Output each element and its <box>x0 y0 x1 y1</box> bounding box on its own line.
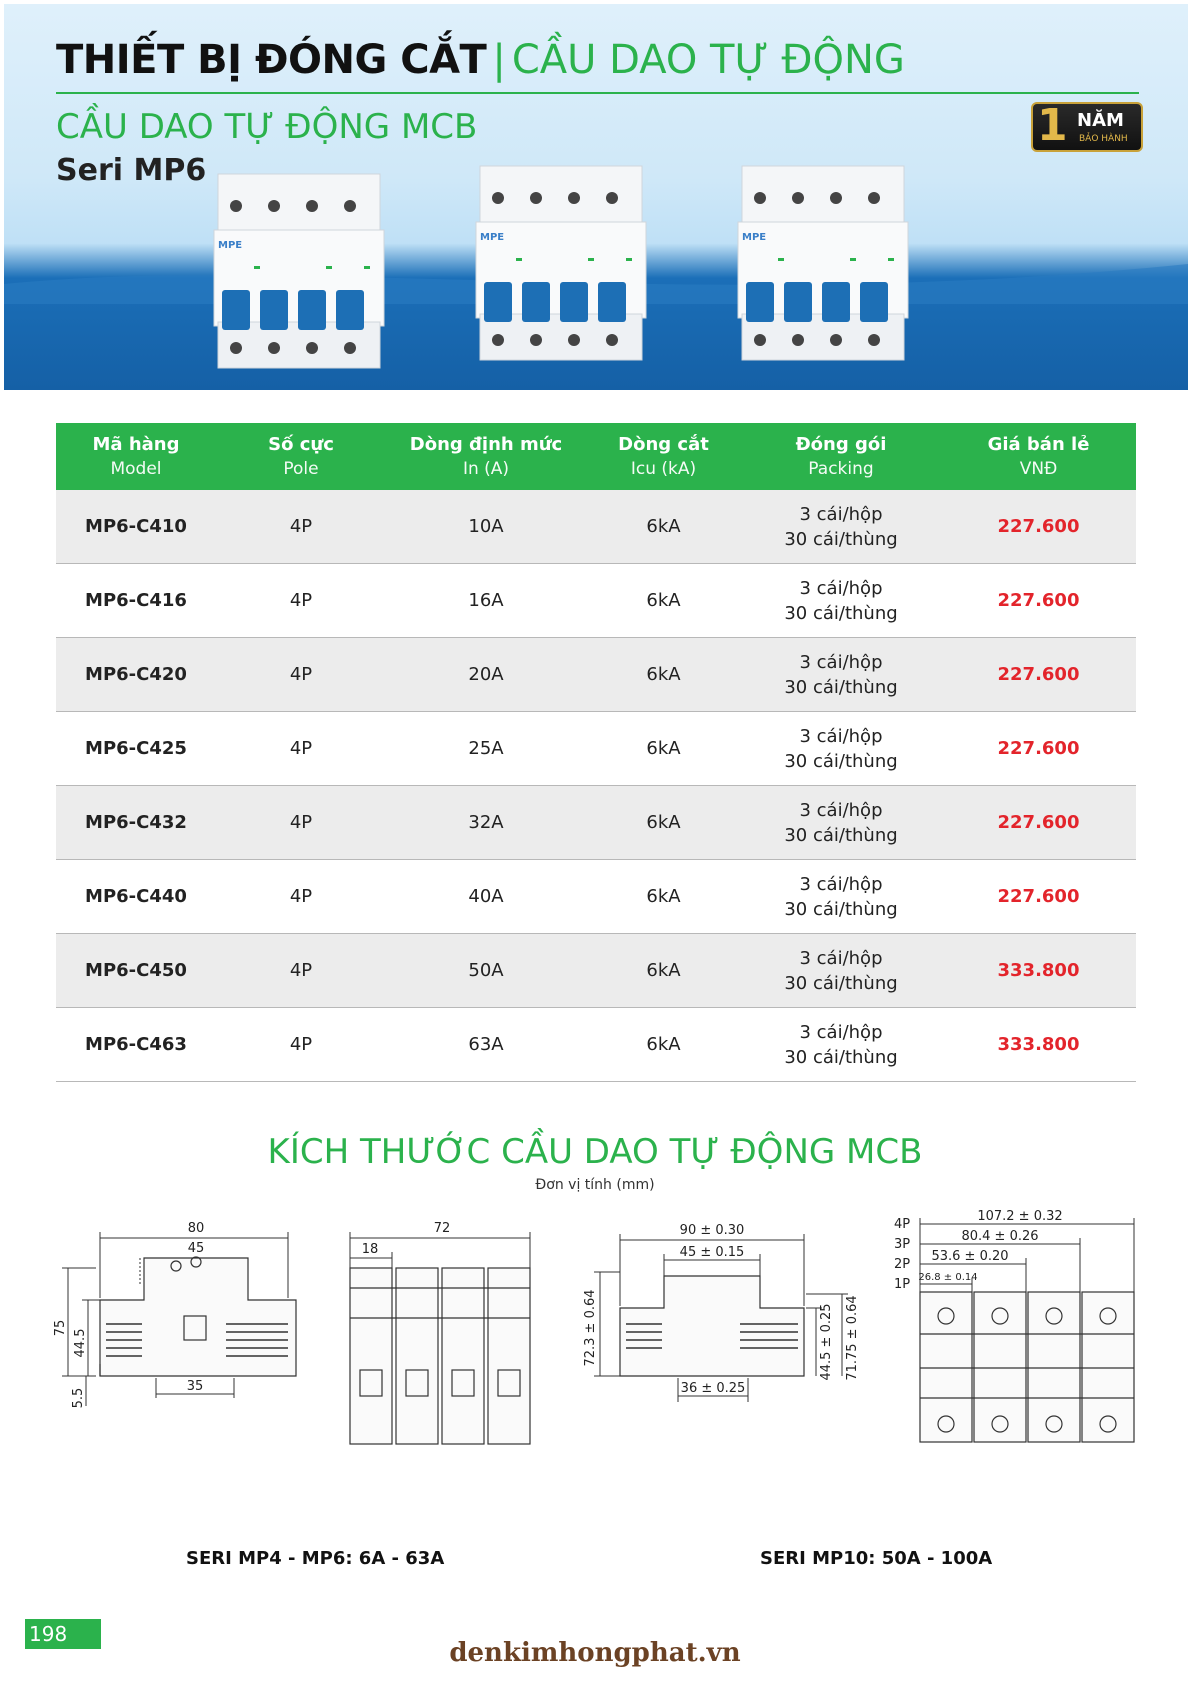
table-header <box>56 423 1136 490</box>
mp4-side-width-total: 80 <box>187 1221 205 1236</box>
mp10-side-width-total: 90 ± 0.30 <box>679 1223 745 1238</box>
col-price: Giá bán lẻ VNĐ <box>987 433 1090 479</box>
packing-carton: 30 cái/thùng <box>784 602 898 624</box>
cell-rated-current: 25A <box>468 738 504 759</box>
cell-rated-current: 16A <box>468 590 504 611</box>
cell-rated-current: 40A <box>468 886 504 907</box>
cell-breaking-capacity: 6kA <box>646 812 681 833</box>
mp10-front-pole-3p: 3P <box>894 1237 911 1252</box>
warranty-unit: NĂM <box>1077 110 1124 131</box>
packing-carton: 30 cái/thùng <box>784 528 898 550</box>
dimensions-title: KÍCH THƯỚC CẦU DAO TỰ ĐỘNG MCB <box>267 1132 923 1172</box>
warranty-number: 1 <box>1037 100 1068 151</box>
mp10-side-drawing <box>580 1198 870 1518</box>
table-row <box>56 638 1136 712</box>
packing-carton: 30 cái/thùng <box>784 898 898 920</box>
section-subtitle: CẦU DAO TỰ ĐỘNG MCB <box>56 107 478 147</box>
mp4-front-width-total: 72 <box>433 1221 451 1236</box>
table-row <box>56 786 1136 860</box>
mp10-front-drawing <box>888 1198 1138 1518</box>
cell-breaking-capacity: 6kA <box>646 664 681 685</box>
table-row <box>56 1008 1136 1082</box>
cell-price: 227.600 <box>997 738 1080 759</box>
mp10-side-height-total: 72.3 ± 0.64 <box>583 1289 598 1367</box>
mp4-side-drawing <box>53 1198 326 1518</box>
mp10-front-width-4p: 107.2 ± 0.32 <box>977 1209 1063 1224</box>
cell-packing <box>741 860 941 933</box>
cell-rated-current: 50A <box>468 960 504 981</box>
mp10-front-pole-4p: 4P <box>894 1217 911 1232</box>
packing-carton: 30 cái/thùng <box>784 972 898 994</box>
title-separator: | <box>492 37 506 83</box>
mp10-side-height-inner: 44.5 ± 0.25 <box>819 1303 834 1381</box>
dimensions-unit: Đơn vị tính (mm) <box>535 1177 655 1193</box>
cell-price: 227.600 <box>997 664 1080 685</box>
mp10-front-width-2p: 53.6 ± 0.20 <box>931 1249 1009 1264</box>
title-product: CẦU DAO TỰ ĐỘNG <box>511 37 905 83</box>
mp10-side-height-right: 71.75 ± 0.64 <box>845 1295 860 1381</box>
table-row <box>56 490 1136 564</box>
cell-model: MP6-C420 <box>85 664 187 685</box>
cell-model: MP6-C463 <box>85 1034 187 1055</box>
cell-packing <box>741 786 941 859</box>
mp10-front-width-3p: 80.4 ± 0.26 <box>961 1229 1039 1244</box>
col-pole: Số cực Pole <box>268 433 334 479</box>
cell-model: MP6-C440 <box>85 886 187 907</box>
warranty-label: BẢO HÀNH <box>1079 134 1128 144</box>
packing-box: 3 cái/hộp <box>799 799 883 821</box>
cell-breaking-capacity: 6kA <box>646 1034 681 1055</box>
cell-pole: 4P <box>289 812 313 833</box>
cell-pole: 4P <box>289 664 313 685</box>
cell-model: MP6-C450 <box>85 960 187 981</box>
product-image-1 <box>204 172 390 382</box>
cell-breaking-capacity: 6kA <box>646 590 681 611</box>
cell-rated-current: 32A <box>468 812 504 833</box>
packing-box: 3 cái/hộp <box>799 725 883 747</box>
table-row <box>56 934 1136 1008</box>
cell-breaking-capacity: 6kA <box>646 886 681 907</box>
mp4-side-height-inner: 44.5 <box>73 1328 88 1358</box>
cell-pole: 4P <box>289 516 313 537</box>
product-brand-text: MPE <box>218 240 243 251</box>
cell-packing <box>741 712 941 785</box>
packing-carton: 30 cái/thùng <box>784 1046 898 1068</box>
cell-rated-current: 10A <box>468 516 504 537</box>
col-model: Mã hàng Model <box>92 433 180 479</box>
table-row <box>56 564 1136 638</box>
table-row <box>56 712 1136 786</box>
series-label: Seri MP6 <box>56 153 207 188</box>
col-packing: Đóng gói Packing <box>795 433 887 479</box>
packing-box: 3 cái/hộp <box>799 1021 883 1043</box>
cell-packing <box>741 1008 941 1081</box>
table-row <box>56 860 1136 934</box>
cell-packing <box>741 638 941 711</box>
cell-rated-current: 63A <box>468 1034 504 1055</box>
product-brand-text: MPE <box>480 232 505 243</box>
cell-model: MP6-C432 <box>85 812 187 833</box>
cell-price: 333.800 <box>997 960 1080 981</box>
website-footer: denkimhongphat.vn <box>449 1638 741 1668</box>
mp10-side-bottom: 36 ± 0.25 <box>680 1381 746 1396</box>
table-body <box>56 490 1136 1082</box>
cell-price: 333.800 <box>997 1034 1080 1055</box>
packing-carton: 30 cái/thùng <box>784 750 898 772</box>
page-title <box>56 34 905 86</box>
mp10-front-pole-1p: 1P <box>894 1277 911 1292</box>
cell-packing <box>741 564 941 637</box>
mp10-front-pole-2p: 2P <box>894 1257 911 1272</box>
cell-pole: 4P <box>289 1034 313 1055</box>
cell-pole: 4P <box>289 886 313 907</box>
cell-packing <box>741 934 941 1007</box>
cell-breaking-capacity: 6kA <box>646 516 681 537</box>
title-category: THIẾT BỊ ĐÓNG CẮT <box>56 37 487 83</box>
col-rated-current: Dòng định mức In (A) <box>409 433 563 479</box>
warranty-badge <box>1031 102 1143 152</box>
mp10-front-width-1p: 26.8 ± 0.14 <box>918 1272 978 1283</box>
cell-pole: 4P <box>289 590 313 611</box>
packing-carton: 30 cái/thùng <box>784 824 898 846</box>
product-brand-text: MPE <box>742 232 767 243</box>
cell-model: MP6-C410 <box>85 516 187 537</box>
mp10-side-width-inner: 45 ± 0.15 <box>679 1245 745 1260</box>
price-table <box>56 423 1136 1082</box>
packing-carton: 30 cái/thùng <box>784 676 898 698</box>
cell-price: 227.600 <box>997 886 1080 907</box>
mp4-side-width-inner: 45 <box>187 1241 205 1256</box>
caption-mp10: SERI MP10: 50A - 100A <box>760 1548 993 1569</box>
product-image-2 <box>466 164 652 374</box>
product-image-3 <box>728 164 914 374</box>
hero-banner <box>4 4 1188 390</box>
mp4-front-width-pole: 18 <box>361 1242 379 1257</box>
packing-box: 3 cái/hộp <box>799 503 883 525</box>
cell-model: MP6-C425 <box>85 738 187 759</box>
title-divider <box>56 92 1139 94</box>
cell-pole: 4P <box>289 738 313 759</box>
cell-price: 227.600 <box>997 516 1080 537</box>
packing-box: 3 cái/hộp <box>799 873 883 895</box>
packing-box: 3 cái/hộp <box>799 577 883 599</box>
cell-model: MP6-C416 <box>85 590 187 611</box>
mp4-side-foot: 5.5 <box>71 1387 86 1409</box>
packing-box: 3 cái/hộp <box>799 651 883 673</box>
cell-rated-current: 20A <box>468 664 504 685</box>
mp4-side-bottom: 35 <box>186 1379 204 1394</box>
cell-price: 227.600 <box>997 812 1080 833</box>
packing-box: 3 cái/hộp <box>799 947 883 969</box>
cell-pole: 4P <box>289 960 313 981</box>
cell-price: 227.600 <box>997 590 1080 611</box>
cell-breaking-capacity: 6kA <box>646 738 681 759</box>
mp4-side-height-total: 75 <box>53 1319 68 1337</box>
caption-mp4-mp6: SERI MP4 - MP6: 6A - 63A <box>186 1548 445 1569</box>
cell-breaking-capacity: 6kA <box>646 960 681 981</box>
cell-packing <box>741 490 941 563</box>
col-breaking-capacity: Dòng cắt Icu (kA) <box>618 433 709 479</box>
mp4-front-drawing <box>340 1198 540 1518</box>
page-number: 198 <box>25 1619 101 1649</box>
